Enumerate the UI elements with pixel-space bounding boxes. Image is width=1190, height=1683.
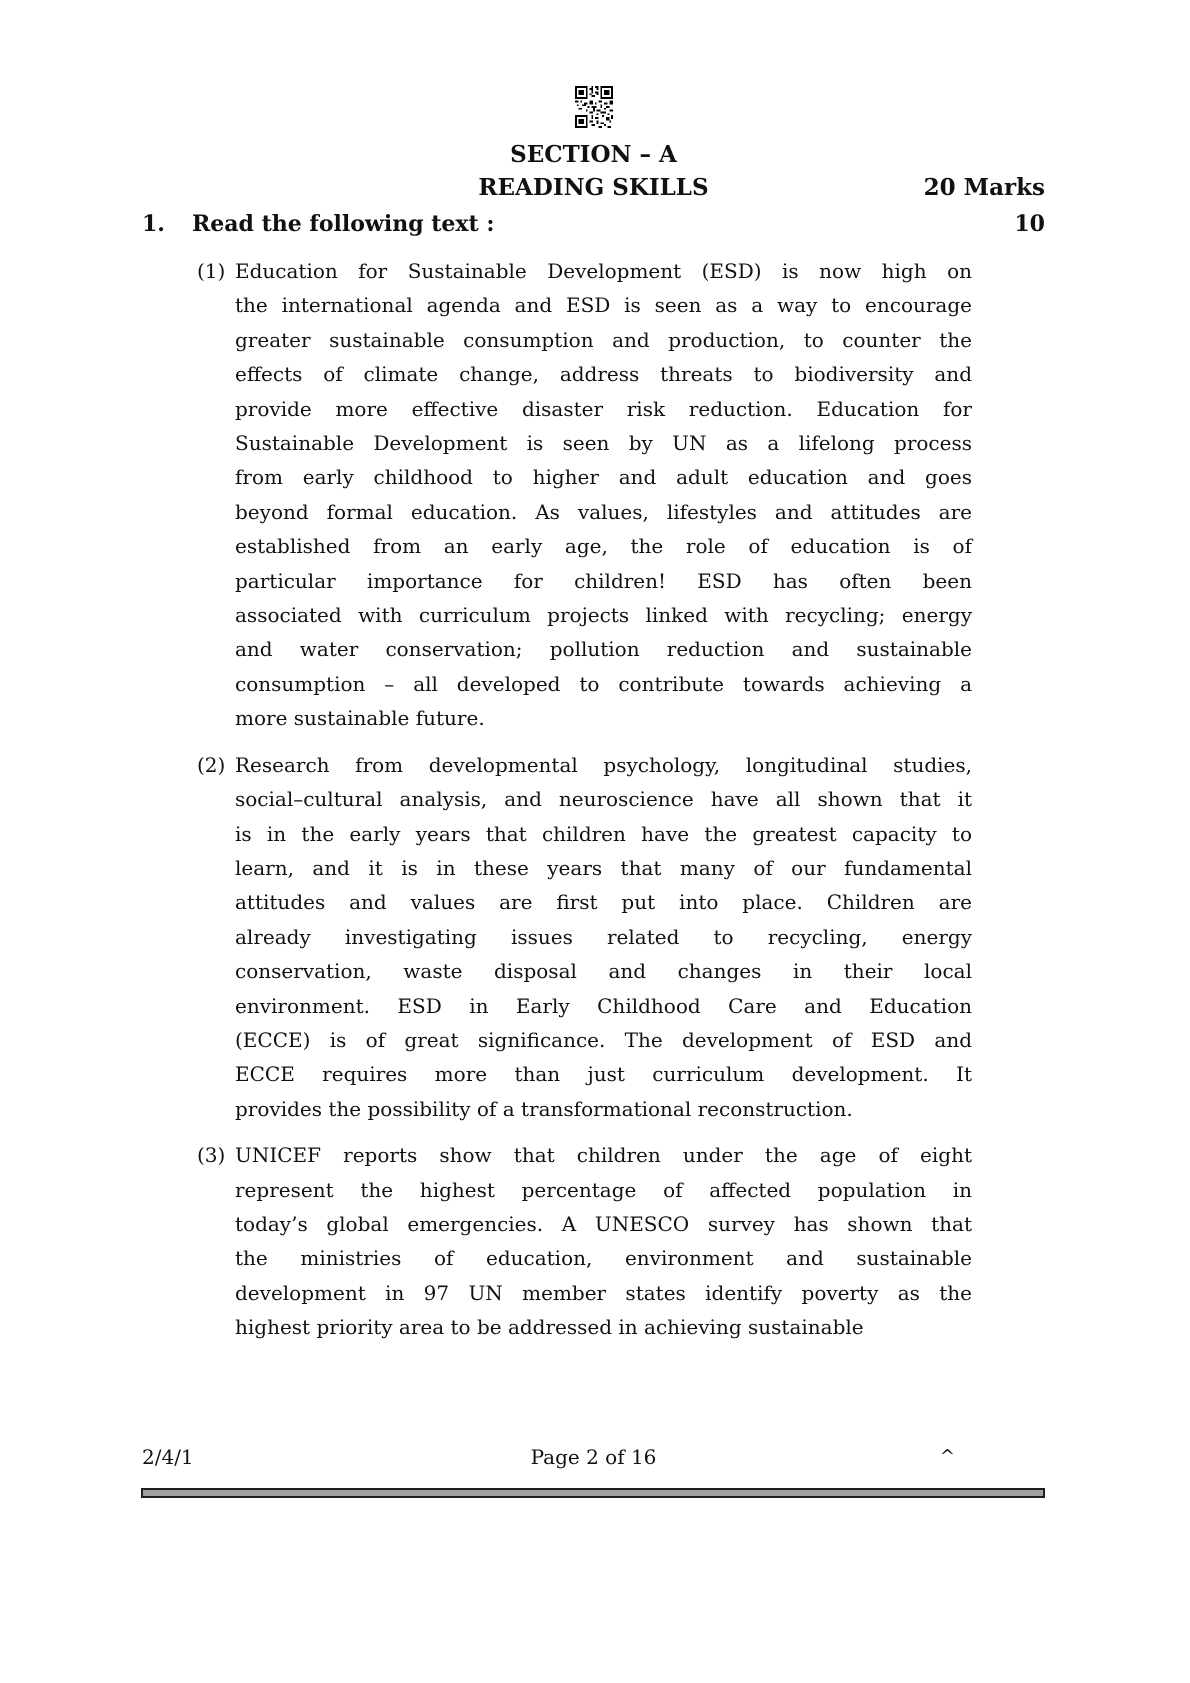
- question-header: [142, 210, 1045, 239]
- passage-line: established from an early age, the role of education is of: [235, 534, 972, 559]
- qr-code-container: [142, 86, 1045, 130]
- passage-line: development in 97 UN member states identify poverty as the: [235, 1280, 972, 1305]
- passage: [142, 254, 1045, 1345]
- question-marks: 10: [1014, 211, 1045, 237]
- passage-line: more sustainable future.: [235, 706, 485, 731]
- passage-line: highest priority area to be addressed in achieving sustainable: [235, 1315, 864, 1340]
- paragraph-lines: [235, 748, 972, 1126]
- passage-line: conservation, waste disposal and changes in their local: [235, 959, 972, 984]
- paragraph-lines: [235, 1138, 972, 1344]
- passage-line: from early childhood to higher and adult education and goes: [235, 465, 972, 490]
- horizontal-scrollbar[interactable]: [141, 1488, 1045, 1498]
- passage-line: associated with curriculum projects linked with recycling; energy: [235, 603, 972, 628]
- passage-line: consumption – all developed to contribute towards achieving a: [235, 671, 972, 696]
- passage-line: UNICEF reports show that children under the age of eight: [235, 1143, 972, 1168]
- paragraph-number: (1): [197, 259, 226, 283]
- passage-line: beyond formal education. As values, lifestyles and attitudes are: [235, 499, 972, 524]
- passage-line: Sustainable Development is seen by UN as a lifelong process: [235, 431, 972, 456]
- passage-line: provides the possibility of a transformational reconstruction.: [235, 1096, 853, 1121]
- total-marks: 20 Marks: [923, 174, 1045, 201]
- passage-line: and water conservation; pollution reduction and sustainable: [235, 637, 972, 662]
- passage-line: already investigating issues related to recycling, energy: [235, 924, 972, 949]
- passage-line: provide more effective disaster risk reduction. Education for: [235, 396, 972, 421]
- paper-code: 2/4/1: [142, 1445, 194, 1469]
- paragraph-number: (3): [197, 1143, 226, 1168]
- footer-caret: ^: [939, 1446, 955, 1467]
- passage-line: ECCE requires more than just curriculum development. It: [235, 1062, 972, 1087]
- question-instruction: Read the following text :: [192, 211, 495, 237]
- section-subtitle: READING SKILLS: [478, 174, 709, 201]
- page-indicator: Page 2 of 16: [530, 1445, 657, 1469]
- page-content: [142, 0, 1045, 1357]
- passage-paragraph: [197, 1138, 1045, 1344]
- passage-paragraph: [197, 254, 1045, 736]
- passage-line: effects of climate change, address threats to biodiversity and: [235, 362, 972, 387]
- passage-line: learn, and it is in these years that many of our fundamental: [235, 855, 972, 880]
- passage-line: particular importance for children! ESD has often been: [235, 568, 972, 593]
- passage-line: Research from developmental psychology, longitudinal studies,: [235, 752, 972, 777]
- passage-line: is in the early years that children have the greatest capacity to: [235, 821, 972, 846]
- passage-line: the ministries of education, environment and sustainable: [235, 1246, 972, 1271]
- passage-line: environment. ESD in Early Childhood Care and Education: [235, 993, 972, 1018]
- paragraph-lines: [235, 254, 972, 736]
- question-number: 1.: [142, 211, 165, 237]
- passage-line: today’s global emergencies. A UNESCO survey has shown that: [235, 1211, 972, 1236]
- passage-line: (ECCE) is of great significance. The development of ESD and: [235, 1027, 972, 1052]
- passage-line: greater sustainable consumption and production, to counter the: [235, 327, 972, 352]
- passage-line: attitudes and values are first put into place. Children are: [235, 890, 972, 915]
- passage-line: Education for Sustainable Development (ESD) is now high on: [235, 259, 972, 283]
- passage-line: the international agenda and ESD is seen as a way to encourage: [235, 293, 972, 318]
- qr-code-icon: [575, 86, 613, 128]
- section-subtitle-row: [142, 173, 1045, 202]
- paragraph-number: (2): [197, 752, 226, 777]
- passage-line: social–cultural analysis, and neuroscience have all shown that it: [235, 787, 972, 812]
- passage-paragraph: [197, 748, 1045, 1126]
- passage-line: represent the highest percentage of affected population in: [235, 1177, 972, 1202]
- section-title: SECTION – A: [510, 141, 677, 168]
